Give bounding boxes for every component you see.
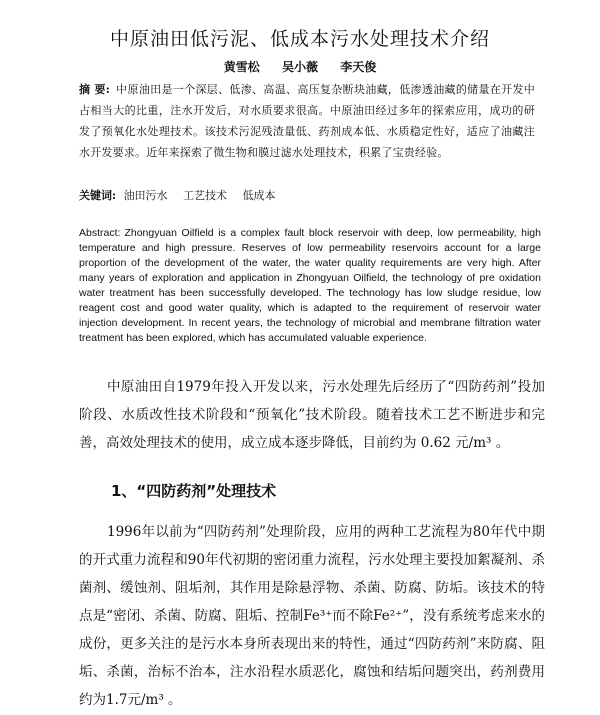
paper-title: 中原油田低污泥、低成本污水处理技术介绍 (109, 28, 490, 50)
keyword: 低成本 (242, 189, 276, 202)
keyword: 工艺技术 (183, 189, 228, 202)
intro-paragraph: 中原油田自1979年投入开发以来，污水处理先后经历了“四防药剂”投加阶段、水质改性技术阶段和“预氧化”技术阶段。随着技术工艺不断进步和完善，高效处理技术的使用，成立成本逐步降低，目前约为 0.62 元/m³ 。 (79, 379, 545, 451)
author-list (0, 58, 600, 75)
section-heading: 1、“四防药剂”处理技术 (111, 482, 277, 500)
keywords-line (79, 187, 535, 205)
keyword: 油田污水 (123, 189, 168, 202)
author-name: 李天俊 (340, 60, 377, 74)
chinese-abstract (79, 79, 535, 163)
section-paragraph: 1996年以前为“四防药剂”处理阶段，应用的两种工艺流程为80年代中期的开式重力流程和90年代初期的密闭重力流程，污水处理主要投加絮凝剂、杀菌剂、缓蚀剂、阻垢剂，其作用是除悬浮物、杀菌、防腐、防垢。该技术的特点是“密闭、杀菌、防腐、阻垢、控制Fe³⁺而不除Fe²⁺”，没有系统考虑来水的成份，更多关注的是污水本身所表现出来的特性，通过“四防药剂”来防腐、阻垢、杀菌，治标不治本，注水沿程水质恶化，腐蚀和结垢问题突出，药剂费用约为1.7元/m³ 。 (79, 524, 545, 708)
keywords-label: 关键词: (79, 189, 117, 202)
abstract-label: 摘 要: (79, 83, 111, 96)
abstract-text: 中原油田是一个深层、低渗、高温、高压复杂断块油藏，低渗透油藏的储量在开发中占相当大的比重，注水开发后，对水质要求很高。中原油田经过多年的探索应用，成功的研发了预氧化水处理技术。该技术污泥残渣量低、药剂成本低、水质稳定性好，适应了油藏注水开发要求。近年来探索了微生物和膜过滤水处理技术，积累了宝贵经验。 (79, 83, 535, 159)
english-abstract (79, 226, 541, 346)
abstract-en-text: Zhongyuan Oilfield is a complex fault block reservoir with deep, low permeability, high temperature and high pressure. Reserves of low permeability reservoirs account for a large proportion of the development of the water, the water quality requirements are very high. After many years of exploration and application in Zhongyuan Oilfield, the technology of pre oxidation water treatment has been successfully developed. The technology has low sludge residue, low reagent cost and good water quality, which is adapted to the requirement of reservoir water injection development. In recent years, the technology of microbial and membrane filtration water treatment has been explored, which has accumulated valuable experience. (79, 227, 541, 344)
author-name: 吴小薇 (281, 60, 318, 74)
author-name: 黄雪松 (223, 60, 260, 74)
abstract-en-label: Abstract: (79, 227, 121, 239)
